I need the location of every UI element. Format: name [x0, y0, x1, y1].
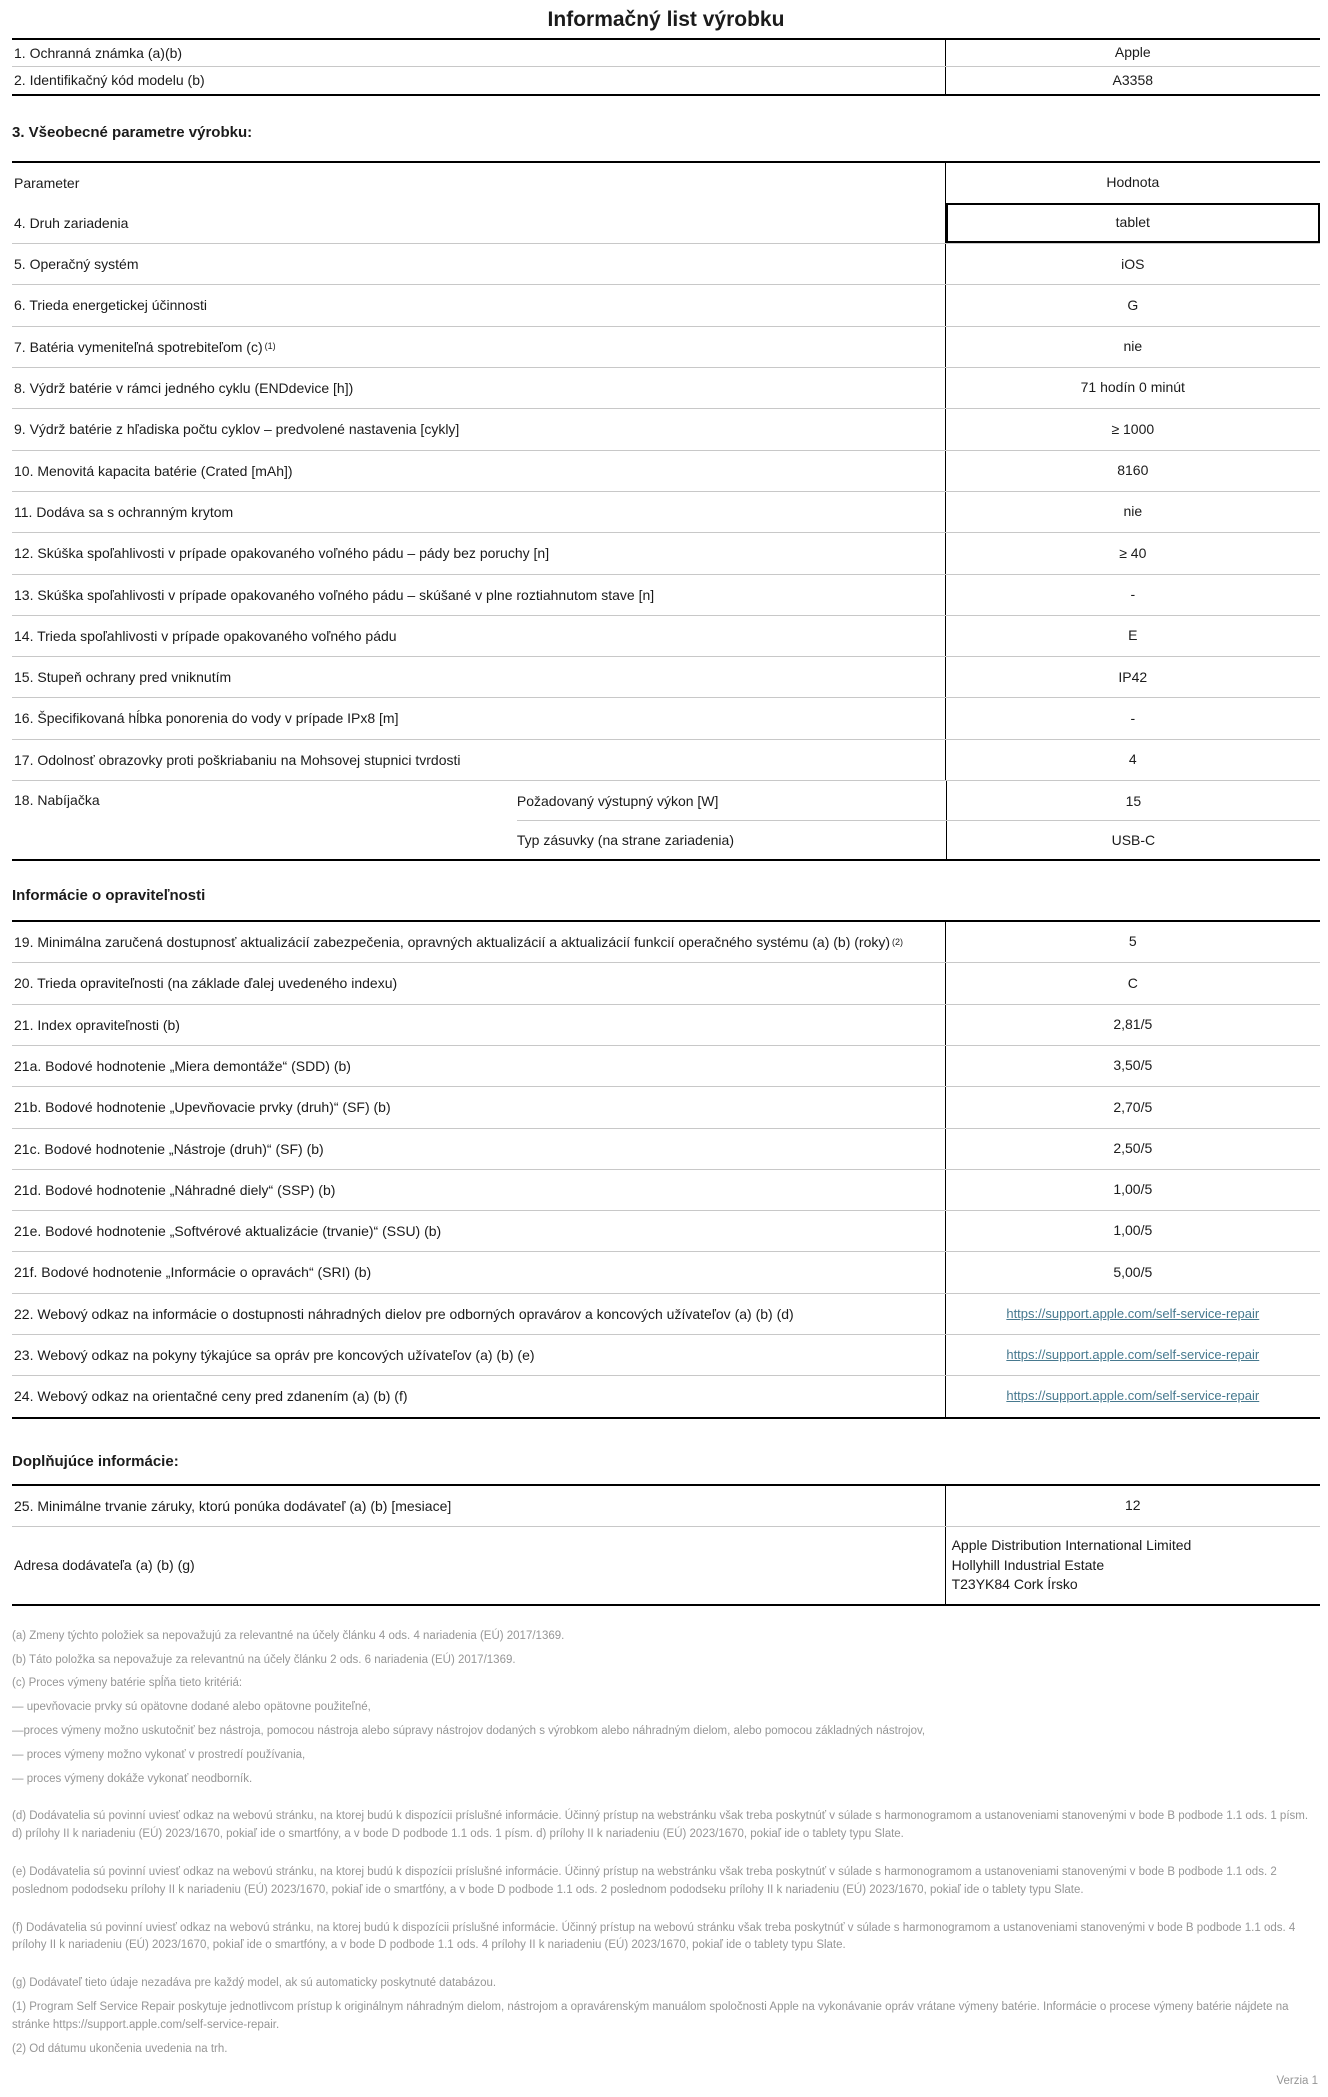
row-label — [12, 1335, 945, 1375]
table-row — [12, 1210, 1320, 1251]
row-label-text: 8. Výdrž batérie v rámci jedného cyklu (ENDdevice [h]) — [14, 380, 354, 397]
row-value — [945, 533, 1320, 573]
section-heading-general: 3. Všeobecné parametre výrobku: — [12, 123, 253, 141]
row-label-text: 14. Trieda spoľahlivosti v prípade opakovaného voľného pádu — [14, 627, 397, 644]
footnote: (e) Dodávatelia sú povinní uviesť odkaz na webovú stránku, na ktorej budú k dispozícii príslušné informácie. Účinný prístup na webstránku však treba poskytnúť v súlade s harmonogramom a ustanoveniami stanovenými v bode B podbode 1.1 ods. 2 poslednom pododseku prílohy II k nariadeniu (EÚ) 2023/1670, pokiaľ ide o smartfóny, a v bode D podbode 1.1 ods. 2 poslednom pododseku prílohy II k nariadeniu (EÚ) 2023/1670, pokiaľ ide o tablety typu Slate. — [12, 1866, 1277, 1896]
general-rows — [12, 203, 1320, 780]
row-value — [945, 492, 1320, 532]
row-value-text: 71 hodín 0 minút — [1080, 379, 1185, 396]
row-label-text: 23. Webový odkaz na pokyny týkajúce sa opráv pre koncových užívateľov (a) (b) (e) — [14, 1347, 535, 1364]
row-label — [12, 575, 945, 615]
row-value-text: 2,50/5 — [1113, 1139, 1153, 1156]
row-value-text: nie — [1123, 503, 1143, 520]
table-row — [12, 697, 1320, 738]
header-value-text: Hodnota — [1106, 173, 1160, 190]
row-label-text: 21f. Bodové hodnotenie „Informácie o opravách“ (SRI) (b) — [14, 1264, 372, 1281]
row-value-text: tablet — [1115, 214, 1150, 231]
row-label-text: 11. Dodáva sa s ochranným krytom — [14, 503, 234, 520]
row-value — [945, 451, 1320, 491]
row-label — [12, 533, 945, 573]
section-heading-repair: Informácie o opraviteľnosti — [12, 887, 206, 905]
table-row — [12, 450, 1320, 491]
row-label — [12, 1252, 945, 1292]
row-value-text: 2,70/5 — [1113, 1098, 1153, 1115]
row-value-text: 5,00/5 — [1113, 1263, 1153, 1280]
row-label-text: 21. Index opraviteľnosti (b) — [14, 1016, 180, 1033]
table-row — [12, 962, 1320, 1003]
row-value — [945, 1211, 1320, 1251]
row-label-text: 21c. Bodové hodnotenie „Nástroje (druh)“ (SF) (b) — [14, 1140, 324, 1157]
repairability-table — [12, 920, 1320, 1419]
table-row — [12, 66, 1320, 93]
row-label-text: 16. Špecifikovaná hĺbka ponorenia do vody v prípade IPx8 [m] — [14, 710, 399, 727]
row-label-text: 21a. Bodové hodnotenie „Miera demontáže“ (SDD) (b) — [14, 1057, 351, 1074]
table-row — [12, 1293, 1320, 1334]
address-line: Apple Distribution International Limited — [951, 1536, 1192, 1553]
row-value — [945, 963, 1320, 1003]
row-value-text: 1,00/5 — [1113, 1222, 1153, 1239]
table-row — [12, 243, 1320, 284]
row-value — [945, 1046, 1320, 1086]
row-value — [945, 1294, 1320, 1334]
table-header-row — [12, 163, 1320, 203]
row-value — [945, 740, 1320, 780]
support-link[interactable]: https://support.apple.com/self-service-repair — [1006, 1388, 1260, 1404]
header-parameter-text: Parameter — [14, 174, 80, 191]
support-link[interactable]: https://support.apple.com/self-service-repair — [1006, 1347, 1260, 1363]
footnote: (b) Táto položka sa nepovažuje za relevantnú na účely článku 2 ods. 6 nariadenia (EÚ) 2017/1369. — [12, 1653, 516, 1666]
row-label — [12, 922, 945, 962]
row-value-text: IP42 — [1118, 668, 1148, 685]
row-label — [12, 740, 945, 780]
row-value-text: ≥ 40 — [1119, 544, 1147, 561]
row-label-text: 1. Ochranná známka (a)(b) — [14, 45, 183, 61]
row-value-text: 5 — [1128, 933, 1137, 950]
row-label — [12, 1211, 945, 1251]
row-label-text: 21d. Bodové hodnotenie „Náhradné diely“ (SSP) (b) — [14, 1181, 336, 1198]
row-value-text: C — [1127, 974, 1138, 991]
charger-sub-row — [517, 781, 1320, 820]
version-label: Verzia 1 — [1276, 2074, 1318, 2087]
row-label — [12, 616, 945, 656]
footnote: (2) Od dátumu ukončenia uvedenia na trh. — [12, 2042, 228, 2055]
row-label-text: 22. Webový odkaz na informácie o dostupnosti náhradných dielov pre odborných opravárov a koncových užívateľov (a) (b) (d) — [14, 1305, 794, 1322]
row-value — [945, 67, 1320, 93]
charger-sub-value: 15 — [946, 781, 1320, 820]
table-row — [12, 1128, 1320, 1169]
row-value — [945, 1486, 1320, 1526]
charger-sub-table — [517, 781, 1320, 859]
row-label-text: 15. Stupeň ochrany pred vniknutím — [14, 669, 232, 686]
row-label — [12, 1046, 945, 1086]
row-label — [12, 67, 945, 93]
table-row — [12, 408, 1320, 449]
footnote: —proces výmeny možno uskutočniť bez nástroja, pomocou nástroja alebo súpravy nástrojov dodaných s výrobkom alebo náhradným dielom, alebo pomocou základných nástrojov, — [12, 1724, 926, 1737]
general-parameters-table — [12, 161, 1320, 861]
superscript-note: (2) — [892, 936, 904, 947]
row-label — [12, 409, 945, 449]
row-value-text: 4 — [1128, 751, 1137, 768]
footnote: (1) Program Self Service Repair poskytuje jednotlivcom prístup k originálnym náhradným dielom, nástrojom a opravárenským manuálom spoločnosti Apple na vykonávanie opráv vrátane výmeny batérie. Informácie o procese výmeny batérie nájdete na stránke https://support.apple.com/self-service-repair. — [12, 2001, 1289, 2031]
row-value-text: 2,81/5 — [1113, 1015, 1153, 1032]
section-heading-additional: Doplňujúce informácie: — [12, 1452, 179, 1470]
table-row — [12, 1004, 1320, 1045]
row-label — [12, 492, 945, 532]
row-label — [12, 203, 945, 243]
table-row — [12, 203, 1320, 243]
row-label-text: 25. Minimálne trvanie záruky, ktorú ponúka dodávateľ (a) (b) [mesiace] — [14, 1497, 452, 1514]
row-value — [945, 698, 1320, 738]
row-label-text: 17. Odolnosť obrazovky proti poškriabaniu na Mohsovej stupnici tvrdosti — [14, 751, 461, 768]
row-value — [945, 1376, 1320, 1416]
row-label-text: 19. Minimálna zaručená dostupnosť aktualizácií zabezpečenia, opravných aktualizácií a aktualizácií funkcií operačného systému (a) (b) (roky) — [14, 934, 891, 951]
row-value — [945, 285, 1320, 325]
row-value — [945, 657, 1320, 697]
row-value — [945, 203, 1320, 243]
row-value — [945, 1087, 1320, 1127]
row-value-text: Apple — [1114, 44, 1151, 61]
table-row — [12, 491, 1320, 532]
row-value — [945, 1335, 1320, 1375]
row-label-text: 21b. Bodové hodnotenie „Upevňovacie prvky (druh)“ (SF) (b) — [14, 1099, 391, 1116]
superscript-note: (1) — [264, 341, 276, 352]
row-label-text: 7. Batéria vymeniteľná spotrebiteľom (c) — [14, 338, 263, 355]
row-value — [945, 1170, 1320, 1210]
table-row — [12, 40, 1320, 66]
row-label — [12, 963, 945, 1003]
row-label — [12, 1170, 945, 1210]
row-label — [12, 698, 945, 738]
row-label-text: 13. Skúška spoľahlivosti v prípade opakovaného voľného pádu – skúšané v plne roztiahnutom stave [n] — [14, 586, 655, 603]
row-value — [945, 368, 1320, 408]
row-value-text: 3,50/5 — [1113, 1057, 1153, 1074]
row-value-text: - — [1130, 585, 1136, 602]
row-value — [945, 327, 1320, 367]
table-row — [12, 1169, 1320, 1210]
support-link[interactable]: https://support.apple.com/self-service-repair — [1006, 1305, 1260, 1321]
footnote: — proces výmeny možno vykonať v prostredí používania, — [12, 1748, 306, 1761]
footnote: (a) Zmeny týchto položiek sa nepovažujú za relevantné na účely článku 4 ods. 4 nariadenia (EÚ) 2017/1369. — [12, 1629, 565, 1642]
row-label-text: Adresa dodávateľa (a) (b) (g) — [14, 1557, 195, 1574]
table-row — [12, 1486, 1320, 1526]
row-value — [945, 922, 1320, 962]
row-label-text: 9. Výdrž batérie z hľadiska počtu cyklov – predvolené nastavenia [cykly] — [14, 421, 460, 438]
row-value-text: ≥ 1000 — [1111, 420, 1155, 437]
footnote: — proces výmeny dokáže vykonať neodborník. — [12, 1772, 253, 1785]
row-label-text: 5. Operačný systém — [14, 256, 139, 273]
table-row — [12, 922, 1320, 962]
row-label — [12, 1294, 945, 1334]
row-label — [12, 1129, 945, 1169]
header-parameter — [12, 163, 945, 203]
trademark-model-table — [12, 38, 1320, 96]
footnotes — [12, 1628, 1320, 2059]
row-value — [945, 40, 1320, 66]
table-row — [12, 1375, 1320, 1416]
table-row — [12, 1251, 1320, 1292]
charger-sub-value: USB-C — [946, 821, 1320, 859]
table-row — [12, 574, 1320, 615]
row-label-text: 2. Identifikačný kód modelu (b) — [14, 72, 205, 89]
row-value — [945, 1005, 1320, 1045]
row-label-text: 21e. Bodové hodnotenie „Softvérové aktualizácie (trvanie)“ (SSU) (b) — [14, 1223, 442, 1240]
table-row — [12, 1045, 1320, 1086]
row-value-text: iOS — [1121, 255, 1145, 272]
footnote: — upevňovacie prvky sú opätovne dodané alebo opätovne použiteľné, — [12, 1701, 371, 1714]
footnote: (d) Dodávatelia sú povinní uviesť odkaz na webovú stránku, na ktorej budú k dispozícii príslušné informácie. Účinný prístup na webstránku však treba poskytnúť v súlade s harmonogramom a ustanoveniami stanovenými v bode B podbode 1.1 ods. 1 písm. d) prílohy II k nariadeniu (EÚ) 2023/1670, pokiaľ ide o smartfóny, a v bode D podbode 1.1 ods. 1 písm. d) prílohy II k nariadeniu (EÚ) 2023/1670, pokiaľ ide o tablety typu Slate. — [12, 1810, 1309, 1841]
footnote: (g) Dodávateľ tieto údaje nezadáva pre každý model, ak sú automaticky poskytnuté databázou. — [12, 1977, 497, 1990]
table-row — [12, 1526, 1320, 1604]
row-label — [12, 40, 945, 66]
table-row — [12, 367, 1320, 408]
row-label — [12, 1087, 945, 1127]
table-row — [12, 326, 1320, 367]
row-label — [12, 244, 945, 284]
charger-sub-row — [517, 820, 1320, 859]
row-value — [945, 1129, 1320, 1169]
row-label — [12, 327, 945, 367]
row-label — [12, 1005, 945, 1045]
charger-row — [12, 780, 1320, 859]
header-value — [945, 163, 1320, 203]
row-value-text: 12 — [1125, 1496, 1141, 1513]
address-line: Hollyhill Industrial Estate — [951, 1556, 1105, 1573]
table-row — [12, 656, 1320, 697]
row-value-text: 1,00/5 — [1113, 1181, 1153, 1198]
table-row — [12, 284, 1320, 325]
row-value — [945, 616, 1320, 656]
table-row — [12, 532, 1320, 573]
row-label-text: 12. Skúška spoľahlivosti v prípade opakovaného voľného pádu – pády bez poruchy [n] — [14, 545, 550, 562]
row-value-text: G — [1127, 296, 1139, 313]
row-value — [945, 1252, 1320, 1292]
additional-info-table — [12, 1484, 1320, 1606]
table-row — [12, 1086, 1320, 1127]
row-value-text: nie — [1123, 338, 1143, 355]
row-value-text: A3358 — [1112, 71, 1154, 88]
charger-sub-label: Typ zásuvky (na strane zariadenia) — [516, 832, 734, 849]
row-value-text: E — [1128, 627, 1138, 644]
row-value-text: 8160 — [1117, 462, 1149, 479]
row-value-text: - — [1130, 709, 1136, 726]
row-label — [12, 451, 945, 491]
row-label — [12, 1376, 945, 1416]
footnote: (f) Dodávatelia sú povinní uviesť odkaz na webovú stránku, na ktorej budú k dispozícii príslušné informácie. Účinný prístup na webovú stránku však treba poskytnúť v súlade s harmonogramom a ustanoveniami stanovenými v bode B podbode 1.1 ods. 4 prílohy II k nariadeniu (EÚ) 2023/1670, pokiaľ ide o smartfóny, a v bode D podbode 1.1 ods. 4 prílohy II k nariadeniu (EÚ) 2023/1670, pokiaľ ide o tablety typu Slate. — [12, 1921, 1296, 1952]
table-row — [12, 1334, 1320, 1375]
row-label-text: 24. Webový odkaz na orientačné ceny pred zdanením (a) (b) (f) — [14, 1388, 408, 1405]
charger-label: 18. Nabíjačka — [14, 792, 100, 809]
row-label-text: 4. Druh zariadenia — [14, 214, 129, 231]
row-value — [945, 409, 1320, 449]
address-line: T23YK84 Cork Írsko — [951, 1576, 1078, 1593]
row-label — [12, 368, 945, 408]
row-label — [12, 1486, 945, 1526]
row-value — [945, 244, 1320, 284]
row-label-text: 6. Trieda energetickej účinnosti — [14, 297, 207, 314]
row-value — [945, 1527, 1320, 1604]
row-label — [12, 657, 945, 697]
table-row — [12, 615, 1320, 656]
footnote: (c) Proces výmeny batérie spĺňa tieto kritériá: — [12, 1677, 243, 1690]
table-row — [12, 739, 1320, 780]
row-label — [12, 1527, 945, 1604]
page-title: Informačný list výrobku — [547, 8, 785, 31]
row-value — [945, 575, 1320, 615]
row-label-text: 20. Trieda opraviteľnosti (na základe ďalej uvedeného indexu) — [14, 975, 398, 992]
row-label-text: 10. Menovitá kapacita batérie (Crated [mAh]) — [14, 462, 293, 479]
row-label — [12, 285, 945, 325]
charger-sub-label: Požadovaný výstupný výkon [W] — [516, 792, 719, 809]
